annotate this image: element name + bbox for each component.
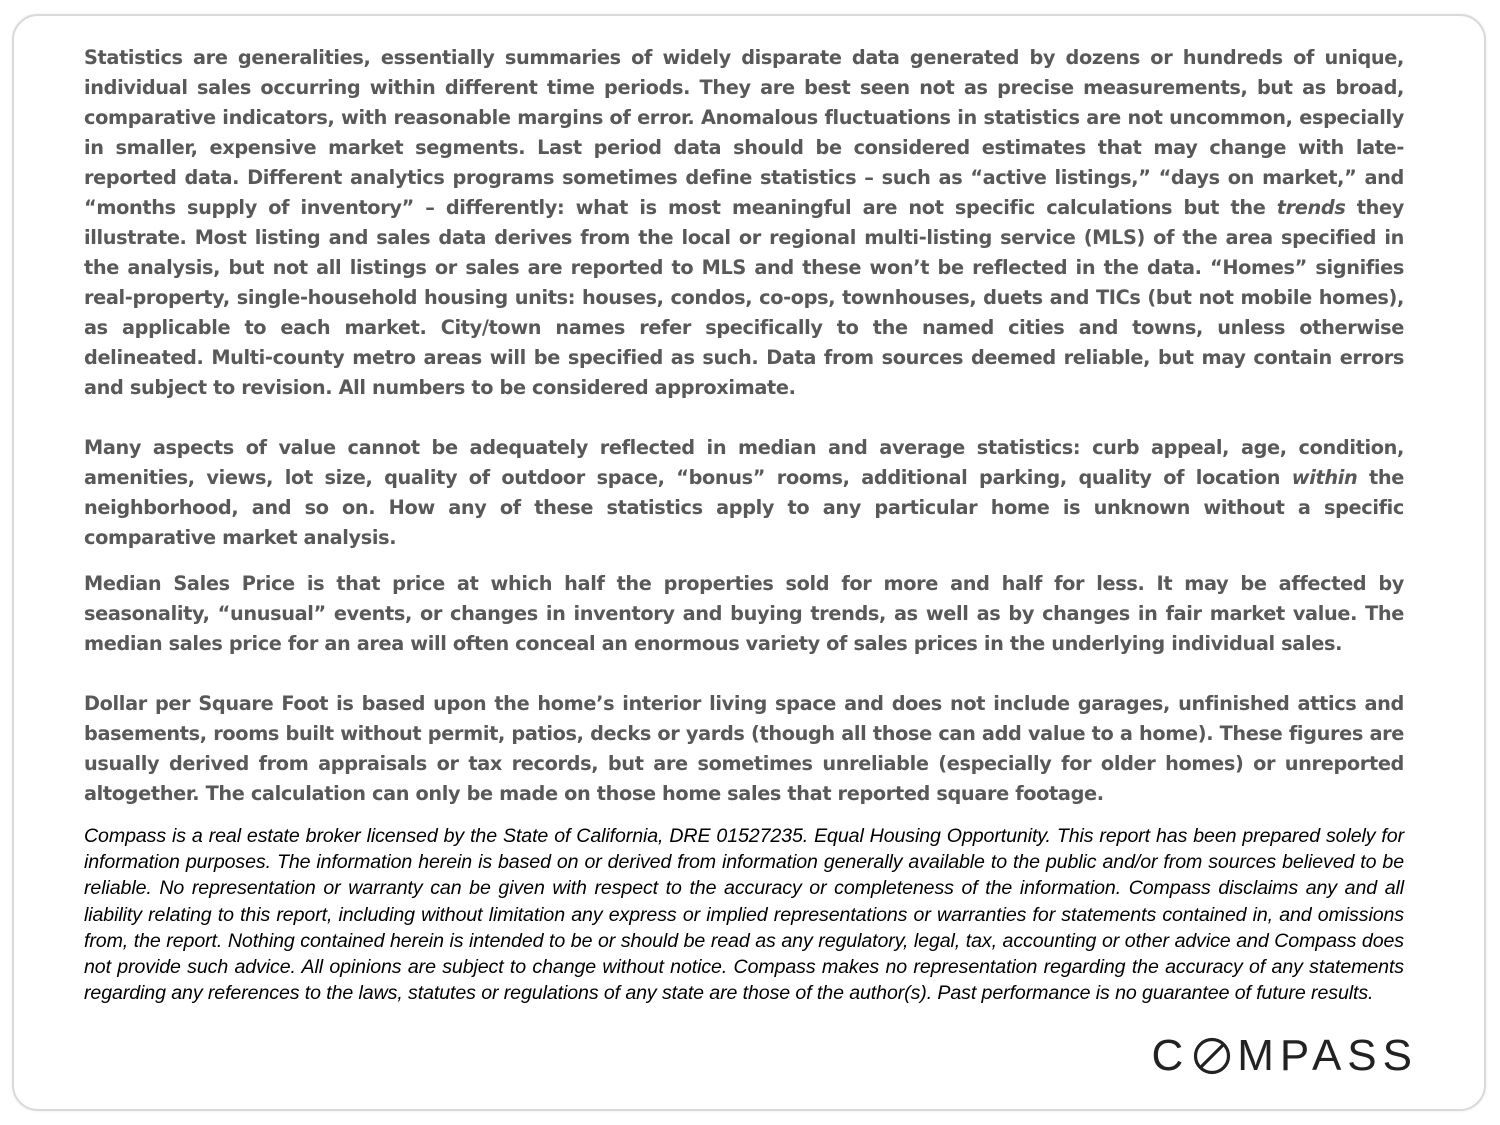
compass-logo (1151, 1031, 1418, 1080)
logo-letters-mpass: MPASS (1237, 1031, 1418, 1080)
trends-emphasis: trends (1276, 196, 1346, 219)
statistics-text-part-2: they illustrate. Most listing and sales data derives from the local or regional multi-listing service (MLS) of the area specified in the analysis, but not all listings or sales are reported to MLS and these won’t be reflected in the data. “Homes” signifies real-property, single-household housing units: houses, condos, co-ops, townhouses, duets and TICs (but not mobile homes), as applicable to each market. City/town names refer specifically to the named cities and towns, unless otherwise delineated. Multi-county metro areas will be specified as such. Data from sources deemed reliable, but may contain errors and subject to revision. All numbers to be considered approximate. (84, 196, 1404, 399)
statistics-paragraph (84, 43, 1404, 403)
paragraph-spacer (84, 403, 1404, 433)
statistics-text-part-1: Statistics are generalities, essentially summaries of widely disparate data generated by dozens or hundreds of unique, individual sales occurring within different time periods. They are best seen not as precise measurements, but as broad, comparative indicators, with reasonable margins of error. Anomalous fluctuations in statistics are not uncommon, especially in smaller, expensive market segments. Last period data should be considered estimates that may change with late-reported data. Different analytics programs sometimes define statistics – such as “active listings,” “days on market,” and “months supply of inventory” – differently: what is most meaningful are not specific calculations but the (84, 46, 1404, 219)
value-aspects-text-part-2: the neighborhood, and so on. How any of these statistics apply to any particular home is unknown without a specific comparative market analysis. (84, 466, 1404, 549)
logo-letter-c: C (1151, 1031, 1190, 1080)
legal-disclaimer: Compass is a real estate broker licensed by the State of California, DRE 01527235. Equal Housing Opportunity. This report has been prepared solely for information purposes. The information herein is based on or derived from information generally available to the public and/or from sources believed to be reliable. No representation or warranty can be given with respect to the accuracy or completeness of the information. Compass disclaims any and all liability relating to this report, including without limitation any express or implied representations or warranties for statements contained in, and omissions from, the report. Nothing contained herein is intended to be or should be read as any regulatory, legal, tax, accounting or other advice and Compass does not provide such advice. All opinions are subject to change without notice. Compass makes no representation regarding the accuracy of any statements regarding any references to the laws, statutes or regulations of any state are those of the author(s). Past performance is no guarantee of future results. (84, 825, 1404, 1005)
paragraph-spacer (84, 553, 1404, 569)
value-aspects-paragraph (84, 433, 1404, 553)
dollar-per-square-foot-paragraph: Dollar per Square Foot is based upon the home’s interior living space and does not include garages, unfinished attics and basements, rooms built without permit, patios, decks or yards (though all those can add value to a home). These figures are usually derived from appraisals or tax records, but are sometimes unreliable (especially for older homes) or unreported altogether. The calculation can only be made on those home sales that reported square footage. (84, 692, 1404, 805)
paragraph-spacer (84, 659, 1404, 689)
median-sales-price-paragraph: Median Sales Price is that price at which half the properties sold for more and half for less. It may be affected by seasonality, “unusual” events, or changes in inventory and buying trends, as well as by changes in fair market value. The median sales price for an area will often conceal an enormous variety of sales prices in the underlying individual sales. (84, 572, 1404, 655)
value-aspects-text-part-1: Many aspects of value cannot be adequately reflected in median and average statistics: curb appeal, age, condition, amenities, views, lot size, quality of outdoor space, “bonus” rooms, additional parking, quality of location (84, 436, 1404, 489)
document-body (84, 43, 1404, 1006)
paragraph-spacer (84, 809, 1404, 823)
within-emphasis: within (1291, 466, 1358, 489)
compass-o-icon (1192, 1036, 1232, 1076)
